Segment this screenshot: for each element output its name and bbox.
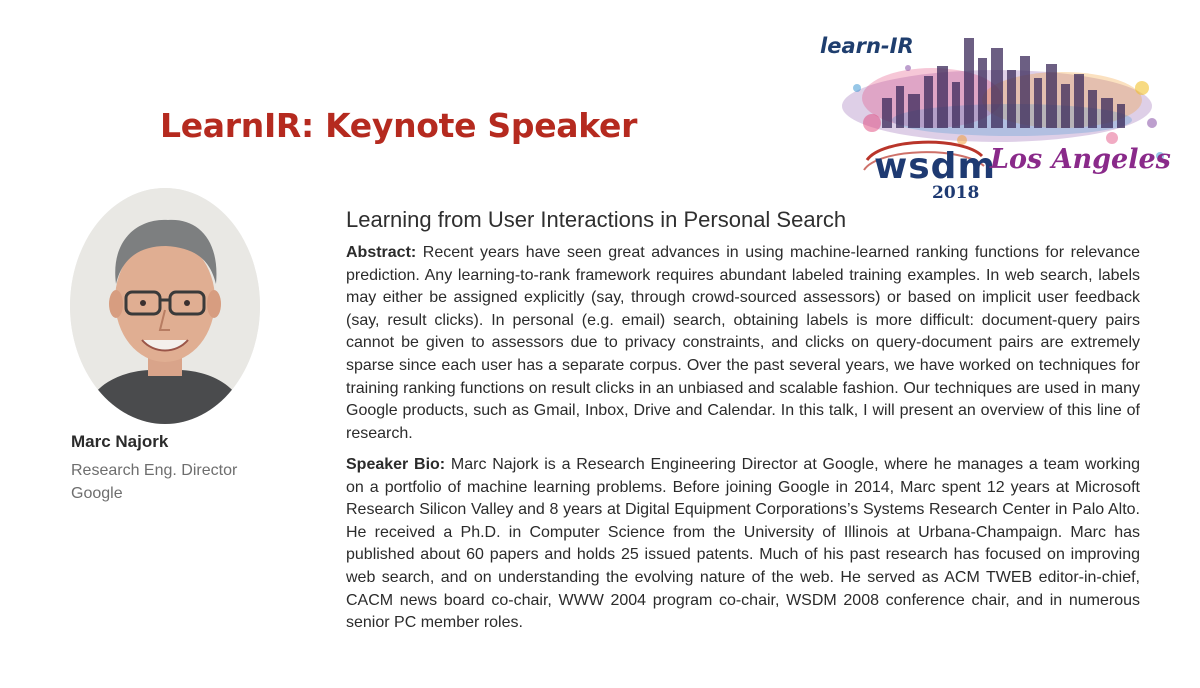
abstract-text: Recent years have seen great advances in using machine-learned ranking functions for relevance prediction. Any learning-to-rank framework requires abundant labeled training examples. In web search, labels may either be assigned explicitly (say, through crowd-sourced assessors) or based on implicit user feedback (say, result clicks). In personal (e.g. email) search, obtaining labels is more difficult: document-query pairs cannot be given to assessors due to privacy constraints, and clicks on query-document pairs are extremely sparse since each user has a separate corpus. Over the past several years, we have worked on techniques for training ranking functions on result clicks in an unbiased and scalable fashion. Our techniques are used in many Google products, such as Gmail, Inbox, Drive and Calendar. In this talk, I will present an overview of this line of research. [346,244,1140,442]
logo-year-text: 2018 [932,183,980,203]
speaker-name: Marc Najork [71,432,169,451]
speaker-bio-text: Marc Najork is a Research Engineering Director at Google, where he manages a team working on a portfolio of machine learning problems. Before joining Google in 2014, Marc spent 12 years at Microsoft Research Silicon Valley and 8 years at Digital Equipment Corporations’s Systems Research Center in Palo Alto. He received a Ph.D. in Computer Science from the University of Illinois at Urbana-Champaign. Marc has published about 60 papers and holds 25 issued patents. Much of his past research has focused on improving web search, and on understanding the evolving nature of the web. He served as ACM TWEB editor-in-chief, CACM news board co-chair, WWW 2004 program co-chair, WSDM 2008 conference chair, and in numerous senior PC member roles. [346,456,1141,632]
conference-logo [812,28,1172,206]
speaker-photo [70,188,260,424]
speaker-role: Research Eng. Director [71,462,238,479]
logo-learnir-text: learn-IR [820,34,914,58]
abstract-paragraph [346,242,1140,445]
speaker-bio-label: Speaker Bio: [346,456,446,473]
abstract-label: Abstract: [346,244,417,261]
talk-title: Learning from User Interactions in Personal Search [346,207,847,232]
logo-wsdm-text: wsdm [874,146,996,187]
logo-city-text: Los Angeles [990,144,1171,175]
slide-title: LearnIR: Keynote Speaker [160,106,638,145]
speaker-organization: Google [71,485,123,502]
speaker-portrait-illustration [70,188,260,424]
speaker-bio-paragraph [346,454,1140,635]
